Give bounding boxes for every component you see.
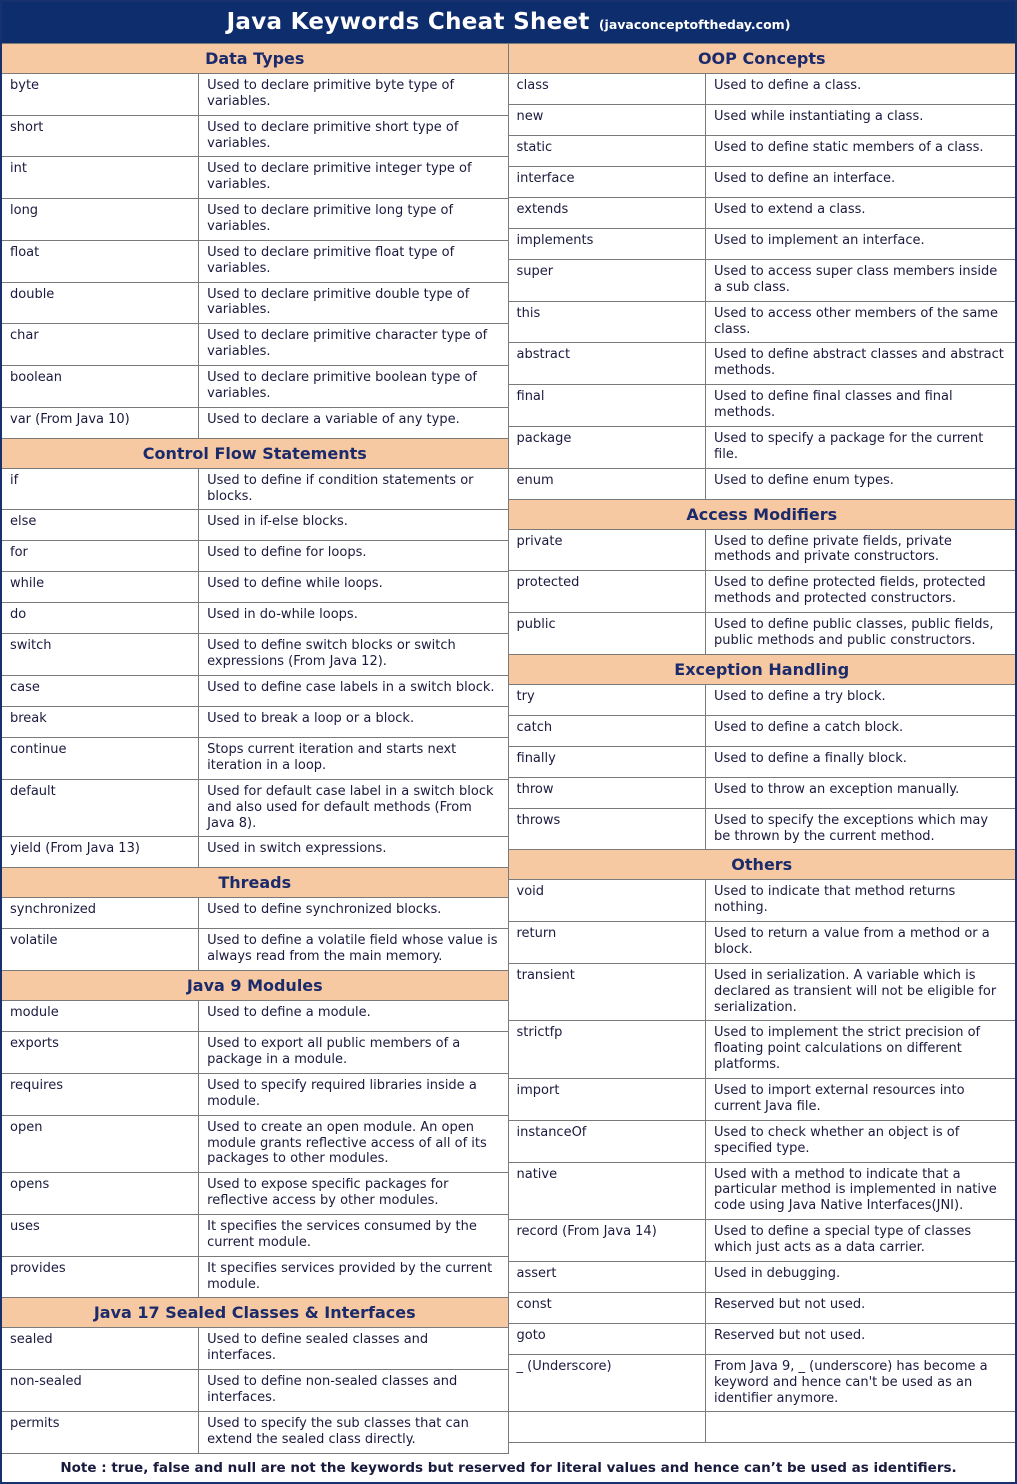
description-cell: Used to check whether an object is of specified type.	[714, 1124, 960, 1156]
description-cell: Used to define a special type of classes which just acts as a data carrier.	[714, 1224, 972, 1255]
table-row	[509, 1021, 1016, 1079]
description-cell: Used to specify a package for the current file.	[714, 430, 984, 462]
table-row	[2, 366, 508, 408]
description-cell: Used to break a loop or a block.	[207, 711, 415, 727]
description-cell: Used to define if condition statements or blocks.	[207, 472, 474, 504]
description-cell: Used in if-else blocks.	[207, 514, 348, 530]
table-row	[509, 922, 1016, 964]
description-cell: Used to specify required libraries inside a module.	[207, 1077, 477, 1109]
keyword-cell: strictfp	[509, 1021, 707, 1078]
description-cell: Used to declare a variable of any type.	[207, 411, 460, 427]
description-cell: Used to indicate that method returns nothing.	[714, 884, 956, 916]
description-cell: Used to define final classes and final methods.	[714, 389, 953, 421]
description-cell: Used to define private fields, private methods and private constructors.	[714, 533, 952, 565]
description-cell: Used to declare primitive long type of variables.	[207, 203, 454, 235]
description-cell: Reserved but not used.	[714, 1296, 866, 1312]
keyword-cell	[509, 1412, 707, 1442]
description-cell: Used to define a catch block.	[714, 719, 904, 735]
section-header: OOP Concepts	[509, 44, 1016, 74]
description-cell: Used in serialization. A variable which is declared as transient will not be eligible for serialization.	[714, 967, 997, 1015]
table-row	[2, 603, 508, 634]
keyword-cell: do	[2, 603, 199, 633]
table-row	[2, 116, 508, 158]
table-row	[2, 541, 508, 572]
table-row	[2, 780, 508, 838]
description-cell: Used to define a try block.	[714, 688, 886, 704]
keyword-cell: static	[509, 136, 707, 166]
keyword-cell: public	[509, 613, 707, 654]
table-row	[2, 929, 508, 971]
table-row	[509, 1121, 1016, 1163]
table-row	[509, 1220, 1016, 1262]
keyword-cell: interface	[509, 167, 707, 197]
section-header: Java 17 Sealed Classes & Interfaces	[2, 1298, 508, 1328]
keyword-cell: return	[509, 922, 707, 963]
keyword-cell: switch	[2, 634, 199, 675]
table-row	[2, 707, 508, 738]
keyword-cell: var (From Java 10)	[2, 408, 199, 438]
description-cell: Used to define a class.	[714, 78, 862, 93]
description-cell: Used to implement the strict precision of floating point calculations on different platforms.	[714, 1025, 981, 1073]
keyword-cell: assert	[509, 1262, 707, 1292]
description-cell: Used to define a volatile field whose value is always read from the main memory.	[207, 933, 498, 965]
keyword-cell: float	[2, 241, 199, 282]
table-row	[509, 469, 1016, 500]
keyword-cell: exports	[2, 1032, 199, 1073]
description-cell: Used to define enum types.	[714, 472, 894, 488]
keyword-cell: sealed	[2, 1328, 199, 1369]
table-row	[509, 167, 1016, 198]
table-row	[2, 1257, 508, 1299]
page-title-bar	[2, 2, 1015, 44]
table-row	[509, 778, 1016, 809]
keyword-cell: module	[2, 1001, 199, 1031]
keyword-cell: int	[2, 157, 199, 198]
keyword-cell: volatile	[2, 929, 199, 970]
table-row	[2, 1215, 508, 1257]
keyword-cell: class	[509, 74, 707, 104]
left-column	[2, 44, 509, 1454]
keyword-cell: short	[2, 116, 199, 157]
table-row	[509, 716, 1016, 747]
keyword-cell: goto	[509, 1324, 707, 1354]
table-row	[2, 1032, 508, 1074]
table-row	[509, 105, 1016, 136]
keyword-cell: long	[2, 199, 199, 240]
keyword-cell: yield (From Java 13)	[2, 837, 199, 867]
keyword-cell: throw	[509, 778, 707, 808]
description-cell: Used to define protected fields, protected methods and protected constructors.	[714, 575, 986, 607]
table-row	[2, 676, 508, 707]
keyword-cell: char	[2, 324, 199, 365]
description-cell: Used in switch expressions.	[207, 841, 387, 857]
page-subtitle: (javaconceptoftheday.com)	[598, 17, 791, 32]
table-row	[509, 747, 1016, 778]
description-cell: Used to return a value from a method or a block.	[714, 926, 990, 958]
description-cell: Used to define switch blocks or switch expressions (From Java 12).	[207, 638, 456, 670]
section-header: Others	[509, 850, 1016, 880]
table-row	[509, 198, 1016, 229]
table-row	[2, 1412, 508, 1454]
keyword-cell: const	[509, 1293, 707, 1323]
table-row	[509, 427, 1016, 469]
table-row	[2, 1116, 508, 1174]
description-cell: Used to specify the sub classes that can extend the sealed class directly.	[207, 1415, 469, 1447]
description-cell: Used to define while loops.	[207, 576, 383, 592]
description-cell: Used to define static members of a class.	[714, 140, 984, 155]
description-cell: It specifies the services consumed by the current module.	[207, 1218, 477, 1250]
description-cell: Used to access super class members inside a sub class.	[714, 264, 998, 295]
keyword-cell: else	[2, 510, 199, 540]
table-row	[509, 343, 1016, 385]
table-row	[2, 199, 508, 241]
description-cell: Used to define a finally block.	[714, 750, 907, 766]
description-cell: Used to define public classes, public fields, public methods and public constructors.	[714, 617, 994, 648]
description-cell: Used to specify the exceptions which may be thrown by the current method.	[714, 812, 989, 844]
table-row	[2, 157, 508, 199]
description-cell: Used to define synchronized blocks.	[207, 902, 442, 918]
keyword-cell: final	[509, 385, 707, 426]
description-cell: Used to declare primitive short type of variables.	[207, 119, 459, 151]
table-row	[509, 809, 1016, 851]
description-cell: Used to define sealed classes and interfaces.	[207, 1332, 429, 1364]
description-cell: Used to create an open module. An open module grants reflective access of all of its packages to other modules.	[207, 1119, 487, 1167]
description-cell: Used to extend a class.	[714, 202, 866, 217]
keyword-cell: opens	[2, 1173, 199, 1214]
table-row	[509, 229, 1016, 260]
keyword-cell: permits	[2, 1412, 199, 1453]
keyword-cell: implements	[509, 229, 707, 259]
table-row	[2, 408, 508, 439]
table-row	[509, 880, 1016, 922]
keyword-cell: new	[509, 105, 707, 135]
description-cell: Used to expose specific packages for reflective access by other modules.	[207, 1177, 449, 1209]
keyword-cell: provides	[2, 1257, 199, 1298]
description-cell: Used to define non-sealed classes and interfaces.	[207, 1374, 458, 1405]
description-cell: Used to export all public members of a package in a module.	[207, 1036, 461, 1068]
table-row	[509, 1293, 1016, 1324]
table-row	[509, 385, 1016, 427]
keyword-cell: record (From Java 14)	[509, 1220, 707, 1261]
section-header: Threads	[2, 868, 508, 898]
keyword-cell: break	[2, 707, 199, 737]
keyword-cell: transient	[509, 964, 707, 1021]
description-cell: Used for default case label in a switch block and also used for default methods (From Java 8).	[207, 783, 494, 831]
table-row	[509, 1163, 1016, 1221]
keyword-cell: protected	[509, 571, 707, 612]
description-cell: Reserved but not used.	[714, 1327, 866, 1343]
description-cell: Used in debugging.	[714, 1265, 841, 1281]
keyword-cell: catch	[509, 716, 707, 746]
description-cell: Used with a method to indicate that a particular method is implemented in native code using Java Native Interfaces(JNI).	[714, 1166, 997, 1214]
table-row	[2, 738, 508, 780]
description-cell: From Java 9, _ (underscore) has become a keyword and hence can't be used as an identifier anymore.	[714, 1358, 988, 1406]
table-row	[2, 324, 508, 366]
description-cell: Used to define case labels in a switch block.	[207, 680, 495, 696]
table-row	[2, 510, 508, 541]
keyword-cell: open	[2, 1116, 199, 1173]
table-row	[509, 571, 1016, 613]
keyword-cell: native	[509, 1163, 707, 1220]
keyword-cell: synchronized	[2, 898, 199, 928]
keyword-cell: for	[2, 541, 199, 571]
keyword-cell: requires	[2, 1074, 199, 1115]
keyword-cell: abstract	[509, 343, 707, 384]
keyword-cell: if	[2, 469, 199, 510]
section-header: Data Types	[2, 44, 508, 74]
table-row	[509, 302, 1016, 344]
table-row	[2, 283, 508, 325]
page-title: Java Keywords Cheat Sheet	[226, 9, 590, 35]
table-row	[509, 1355, 1016, 1413]
description-cell: Used to define a module.	[207, 1005, 371, 1021]
table-row	[509, 1412, 1016, 1443]
section-header: Control Flow Statements	[2, 439, 508, 469]
section-header: Exception Handling	[509, 655, 1016, 685]
description-cell: Used to declare primitive float type of variables.	[207, 244, 455, 276]
keyword-cell: non-sealed	[2, 1370, 199, 1411]
keyword-cell: while	[2, 572, 199, 602]
table-row	[2, 634, 508, 676]
keyword-cell: continue	[2, 738, 199, 779]
keyword-cell: package	[509, 427, 707, 468]
keyword-cell: extends	[509, 198, 707, 228]
description-cell: Used to access other members of the same class.	[714, 305, 998, 337]
keyword-cell: import	[509, 1079, 707, 1120]
keyword-cell: enum	[509, 469, 707, 499]
table-row	[509, 964, 1016, 1022]
description-cell: It specifies services provided by the current module.	[207, 1260, 493, 1292]
table-row	[2, 74, 508, 116]
columns-wrapper	[2, 44, 1015, 1454]
table-row	[509, 260, 1016, 302]
description-cell: Used to declare primitive double type of variables.	[207, 286, 470, 318]
description-cell: Used to declare primitive integer type of variables.	[207, 161, 472, 193]
description-cell: Used to define abstract classes and abstract methods.	[714, 347, 1004, 379]
footer-note: Note : true, false and null are not the keywords but reserved for literal values and hence can’t be used as identifiers.	[2, 1454, 1015, 1482]
section-header: Access Modifiers	[509, 500, 1016, 530]
keyword-cell: throws	[509, 809, 707, 850]
description-cell: Used to throw an exception manually.	[714, 781, 960, 797]
table-row	[509, 1262, 1016, 1293]
description-cell: Stops current iteration and starts next iteration in a loop.	[207, 742, 457, 774]
keyword-cell: byte	[2, 74, 199, 115]
right-column	[509, 44, 1016, 1454]
table-row	[2, 1370, 508, 1412]
table-row	[509, 136, 1016, 167]
keyword-cell: finally	[509, 747, 707, 777]
description-cell: Used to declare primitive byte type of variables.	[207, 78, 455, 109]
table-row	[2, 898, 508, 929]
description-cell: Used to define for loops.	[207, 545, 367, 561]
description-cell	[706, 1412, 1015, 1442]
table-row	[509, 74, 1016, 105]
keyword-cell: try	[509, 685, 707, 715]
section-header: Java 9 Modules	[2, 971, 508, 1001]
keyword-cell: instanceOf	[509, 1121, 707, 1162]
table-row	[509, 613, 1016, 655]
description-cell: Used to declare primitive character type of variables.	[207, 328, 488, 360]
table-row	[2, 837, 508, 868]
keyword-cell: double	[2, 283, 199, 324]
keyword-cell: this	[509, 302, 707, 343]
description-cell: Used to define an interface.	[714, 171, 896, 186]
description-cell: Used to implement an interface.	[714, 233, 925, 248]
table-row	[2, 469, 508, 511]
table-row	[2, 1074, 508, 1116]
table-row	[2, 572, 508, 603]
keyword-cell: void	[509, 880, 707, 921]
keyword-cell: super	[509, 260, 707, 301]
description-cell: Used to declare primitive boolean type of variables.	[207, 370, 477, 401]
table-row	[2, 1001, 508, 1032]
keyword-cell: boolean	[2, 366, 199, 407]
description-cell: Used in do-while loops.	[207, 607, 358, 623]
keyword-cell: private	[509, 530, 707, 571]
table-row	[509, 530, 1016, 572]
table-row	[509, 1079, 1016, 1121]
table-row	[2, 1328, 508, 1370]
keyword-cell: case	[2, 676, 199, 706]
description-cell: Used to import external resources into current Java file.	[714, 1083, 965, 1114]
table-row	[2, 241, 508, 283]
description-cell: Used while instantiating a class.	[714, 109, 924, 124]
keyword-cell: _ (Underscore)	[509, 1355, 707, 1412]
keyword-cell: default	[2, 780, 199, 837]
keyword-cell: uses	[2, 1215, 199, 1256]
table-row	[509, 1324, 1016, 1355]
table-row	[509, 685, 1016, 716]
table-row	[2, 1173, 508, 1215]
